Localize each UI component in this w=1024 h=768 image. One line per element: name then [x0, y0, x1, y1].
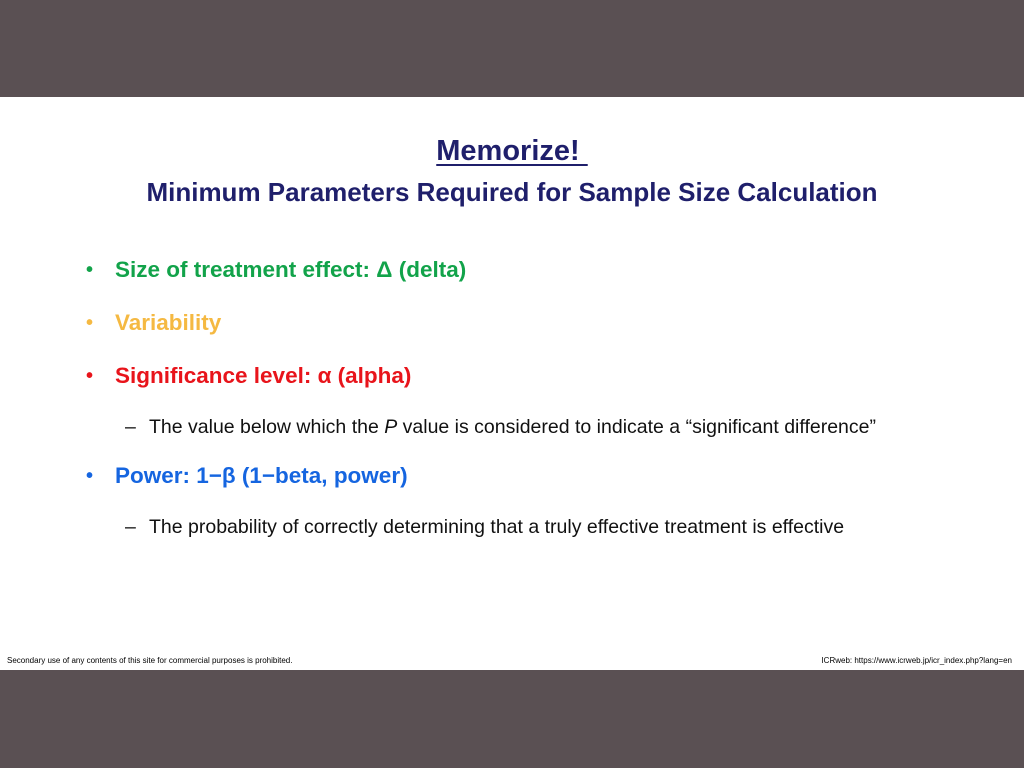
sub-item-alpha: [125, 416, 876, 439]
dash-marker: –: [125, 516, 136, 538]
footer-source-url: ICRweb: https://www.icrweb.jp/icr_index.php?lang=en: [821, 656, 1012, 665]
bullet-significance-level: [86, 363, 411, 389]
bullet-dot: •: [86, 364, 94, 387]
sub-item-power: [125, 516, 844, 539]
bullet-text: Significance level: α (alpha): [115, 363, 412, 388]
bullet-power: [86, 463, 408, 489]
bullet-dot: •: [86, 464, 94, 487]
bullet-variability: [86, 310, 221, 336]
slide-subtitle: Minimum Parameters Required for Sample Size Calculation: [146, 177, 878, 207]
slide-title: Memorize!: [436, 135, 588, 167]
sub-text-alpha-italic: P: [384, 416, 398, 438]
bullet-text: Power: 1−β (1−beta, power): [115, 463, 408, 488]
sub-text-power: The probability of correctly determining that a truly effective treatment is effective: [149, 516, 845, 538]
bullet-dot: •: [86, 311, 94, 334]
footer-copyright-notice: Secondary use of any contents of this site for commercial purposes is prohibited.: [7, 656, 293, 665]
dash-marker: –: [125, 416, 136, 438]
bullet-dot: •: [86, 258, 94, 281]
bullet-treatment-effect: [86, 257, 466, 283]
sub-text-alpha-pre: The value below which the: [149, 416, 385, 438]
bullet-text: Variability: [115, 310, 222, 335]
sub-text-alpha-post: value is considered to indicate a “significant difference”: [397, 416, 876, 438]
slide: [0, 97, 1024, 670]
bullet-text: Size of treatment effect: Δ (delta): [115, 257, 467, 282]
